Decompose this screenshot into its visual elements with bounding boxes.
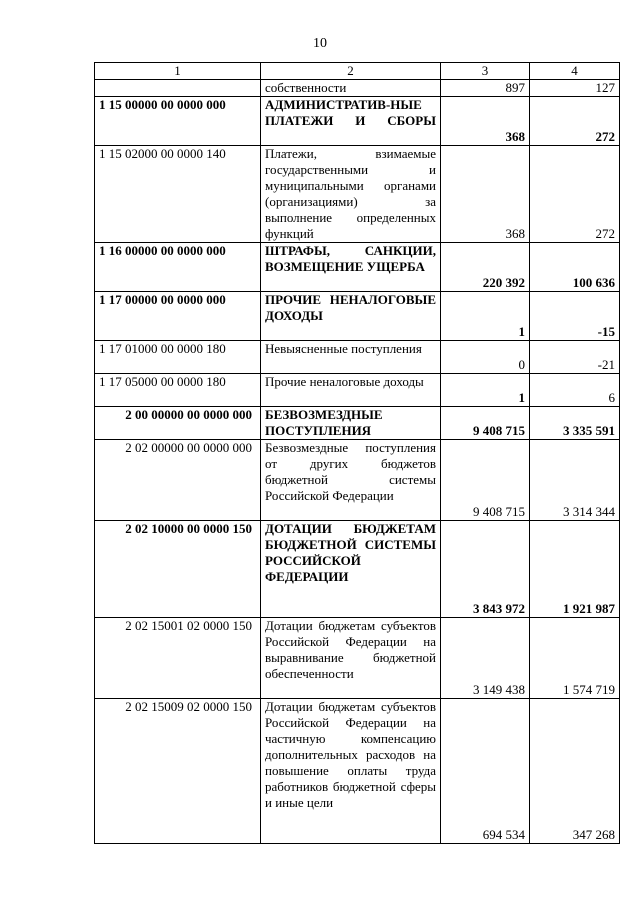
row-code: 1 16 00000 00 0000 000 — [95, 243, 261, 292]
table-row — [95, 80, 620, 97]
table-row — [95, 699, 620, 844]
table-row — [95, 440, 620, 521]
row-value-4: 6 — [530, 374, 620, 407]
row-name: Платежи, взимаемые государственными и муниципальными органами (организациями) за выполнение определенных функций — [261, 146, 441, 243]
row-value-3: 368 — [441, 97, 530, 146]
row-value-4: 127 — [530, 80, 620, 97]
row-code — [95, 80, 261, 97]
table-row — [95, 521, 620, 618]
header-col-2: 2 — [261, 63, 441, 80]
header-col-3: 3 — [441, 63, 530, 80]
row-name: БЕЗВОЗМЕЗДНЫЕ ПОСТУПЛЕНИЯ — [261, 407, 441, 440]
table-row — [95, 407, 620, 440]
row-value-3: 220 392 — [441, 243, 530, 292]
row-code: 1 17 01000 00 0000 180 — [95, 341, 261, 374]
row-name: ДОТАЦИИ БЮДЖЕТАМ БЮДЖЕТНОЙ СИСТЕМЫ РОССИЙСКОЙ ФЕДЕРАЦИИ — [261, 521, 441, 618]
table-row — [95, 341, 620, 374]
row-code: 1 15 02000 00 0000 140 — [95, 146, 261, 243]
row-value-4: 100 636 — [530, 243, 620, 292]
row-name: ШТРАФЫ, САНКЦИИ, ВОЗМЕЩЕНИЕ УЩЕРБА — [261, 243, 441, 292]
row-value-4: 1 574 719 — [530, 618, 620, 699]
row-name: ПРОЧИЕ НЕНАЛОГОВЫЕ ДОХОДЫ — [261, 292, 441, 341]
row-name: Невыясненные поступления — [261, 341, 441, 374]
row-value-4: 272 — [530, 146, 620, 243]
row-name: Дотации бюджетам субъектов Российской Федерации на частичную компенсацию дополнительных расходов на повышение оплаты труда работников бюджетной сферы и иные цели — [261, 699, 441, 844]
row-value-3: 1 — [441, 374, 530, 407]
row-value-4: -21 — [530, 341, 620, 374]
row-code: 1 17 05000 00 0000 180 — [95, 374, 261, 407]
row-value-4: 347 268 — [530, 699, 620, 844]
row-value-3: 1 — [441, 292, 530, 341]
row-code: 2 02 15001 02 0000 150 — [95, 618, 261, 699]
row-code: 1 15 00000 00 0000 000 — [95, 97, 261, 146]
row-value-3: 3 149 438 — [441, 618, 530, 699]
revenue-table — [94, 62, 620, 844]
row-code: 2 00 00000 00 0000 000 — [95, 407, 261, 440]
row-name: Безвозмездные поступления от других бюджетов бюджетной системы Российской Федерации — [261, 440, 441, 521]
header-col-1: 1 — [95, 63, 261, 80]
row-code: 2 02 10000 00 0000 150 — [95, 521, 261, 618]
row-value-4: -15 — [530, 292, 620, 341]
row-code: 1 17 00000 00 0000 000 — [95, 292, 261, 341]
row-value-4: 272 — [530, 97, 620, 146]
row-name: собственности — [261, 80, 441, 97]
row-name: АДМИНИСТРАТИВ-НЫЕ ПЛАТЕЖИ И СБОРЫ — [261, 97, 441, 146]
table-row — [95, 243, 620, 292]
row-value-3: 3 843 972 — [441, 521, 530, 618]
row-value-3: 9 408 715 — [441, 440, 530, 521]
row-value-4: 1 921 987 — [530, 521, 620, 618]
row-name: Дотации бюджетам субъектов Российской Федерации на выравнивание бюджетной обеспеченности — [261, 618, 441, 699]
row-name: Прочие неналоговые доходы — [261, 374, 441, 407]
row-value-4: 3 314 344 — [530, 440, 620, 521]
row-code: 2 02 15009 02 0000 150 — [95, 699, 261, 844]
table-row — [95, 618, 620, 699]
table-row — [95, 374, 620, 407]
row-value-3: 368 — [441, 146, 530, 243]
row-value-4: 3 335 591 — [530, 407, 620, 440]
row-value-3: 897 — [441, 80, 530, 97]
table-row — [95, 97, 620, 146]
table-header-row — [95, 63, 620, 80]
row-value-3: 9 408 715 — [441, 407, 530, 440]
row-value-3: 694 534 — [441, 699, 530, 844]
row-code: 2 02 00000 00 0000 000 — [95, 440, 261, 521]
page-number: 10 — [313, 36, 327, 51]
header-col-4: 4 — [530, 63, 620, 80]
table-row — [95, 292, 620, 341]
row-value-3: 0 — [441, 341, 530, 374]
table-row — [95, 146, 620, 243]
